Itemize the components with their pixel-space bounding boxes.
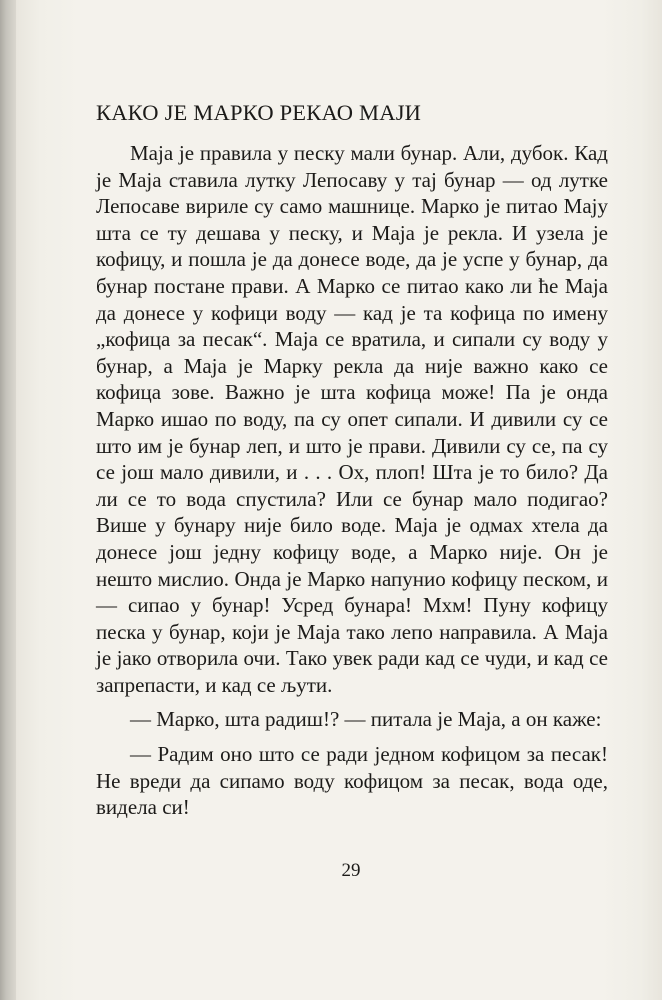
page-gutter-shadow [0, 0, 16, 1000]
chapter-title: КАКО ЈЕ МАРКО РЕКАО МАЈИ [96, 100, 422, 125]
paragraph-2: — Марко, шта радиш!? — питала је Маја, а он каже: [130, 707, 602, 732]
paragraph-1: Маја је правила у песку мали бунар. Али, дубок. Кад је Маја ставила лутку Лепосаву у тај бунар — од лутке Лепосаве вириле су само машнице. Марко је питао Мају шта се ту дешава у песку, и Маја је рекла. И узела је кофицу, и пошла је да донесе воде, да је успе у бунар, да бунар постане прави. А Марко се питао како ли ће Маја да донесе у кофици воду — кад је та кофица по имену „кофица за песак“. Маја се вратила, и сипали су воду у бунар, а Маја је Марку рекла да није важно како се кофица зове. Важно је шта кофица може! Па је онда Марко ишао по воду, па су опет сипали. И дивили су се што им је бунар леп, и што је прави. Дивили су се, па су се још мало дивили, и . . . Ох, плоп! Шта је то било? Да ли се то вода спустила? Или се бунар мало подигао? Више у бунару није било воде. Маја је одмах хтела да донесе још једну кофицу воде, а Марко није. Он је нешто мислио. Онда је Марко напунио кофицу песком, и — сипао у бунар! Усред бунара! Мхм! Пуну кофицу песка у бунар, који је Маја тако лепо направила. А Маја је јако отворила очи. Тако увек ради кад се чуди, и кад се запрепасти, и кад се љути. [96, 141, 608, 697]
chapter-text [96, 98, 608, 821]
paragraph-3: — Радим оно што се ради једном кофицом за песак! Не вреди да сипамо воду кофицом за песак, вода оде, видела си! [96, 742, 608, 820]
page-number: 29 [341, 860, 361, 881]
